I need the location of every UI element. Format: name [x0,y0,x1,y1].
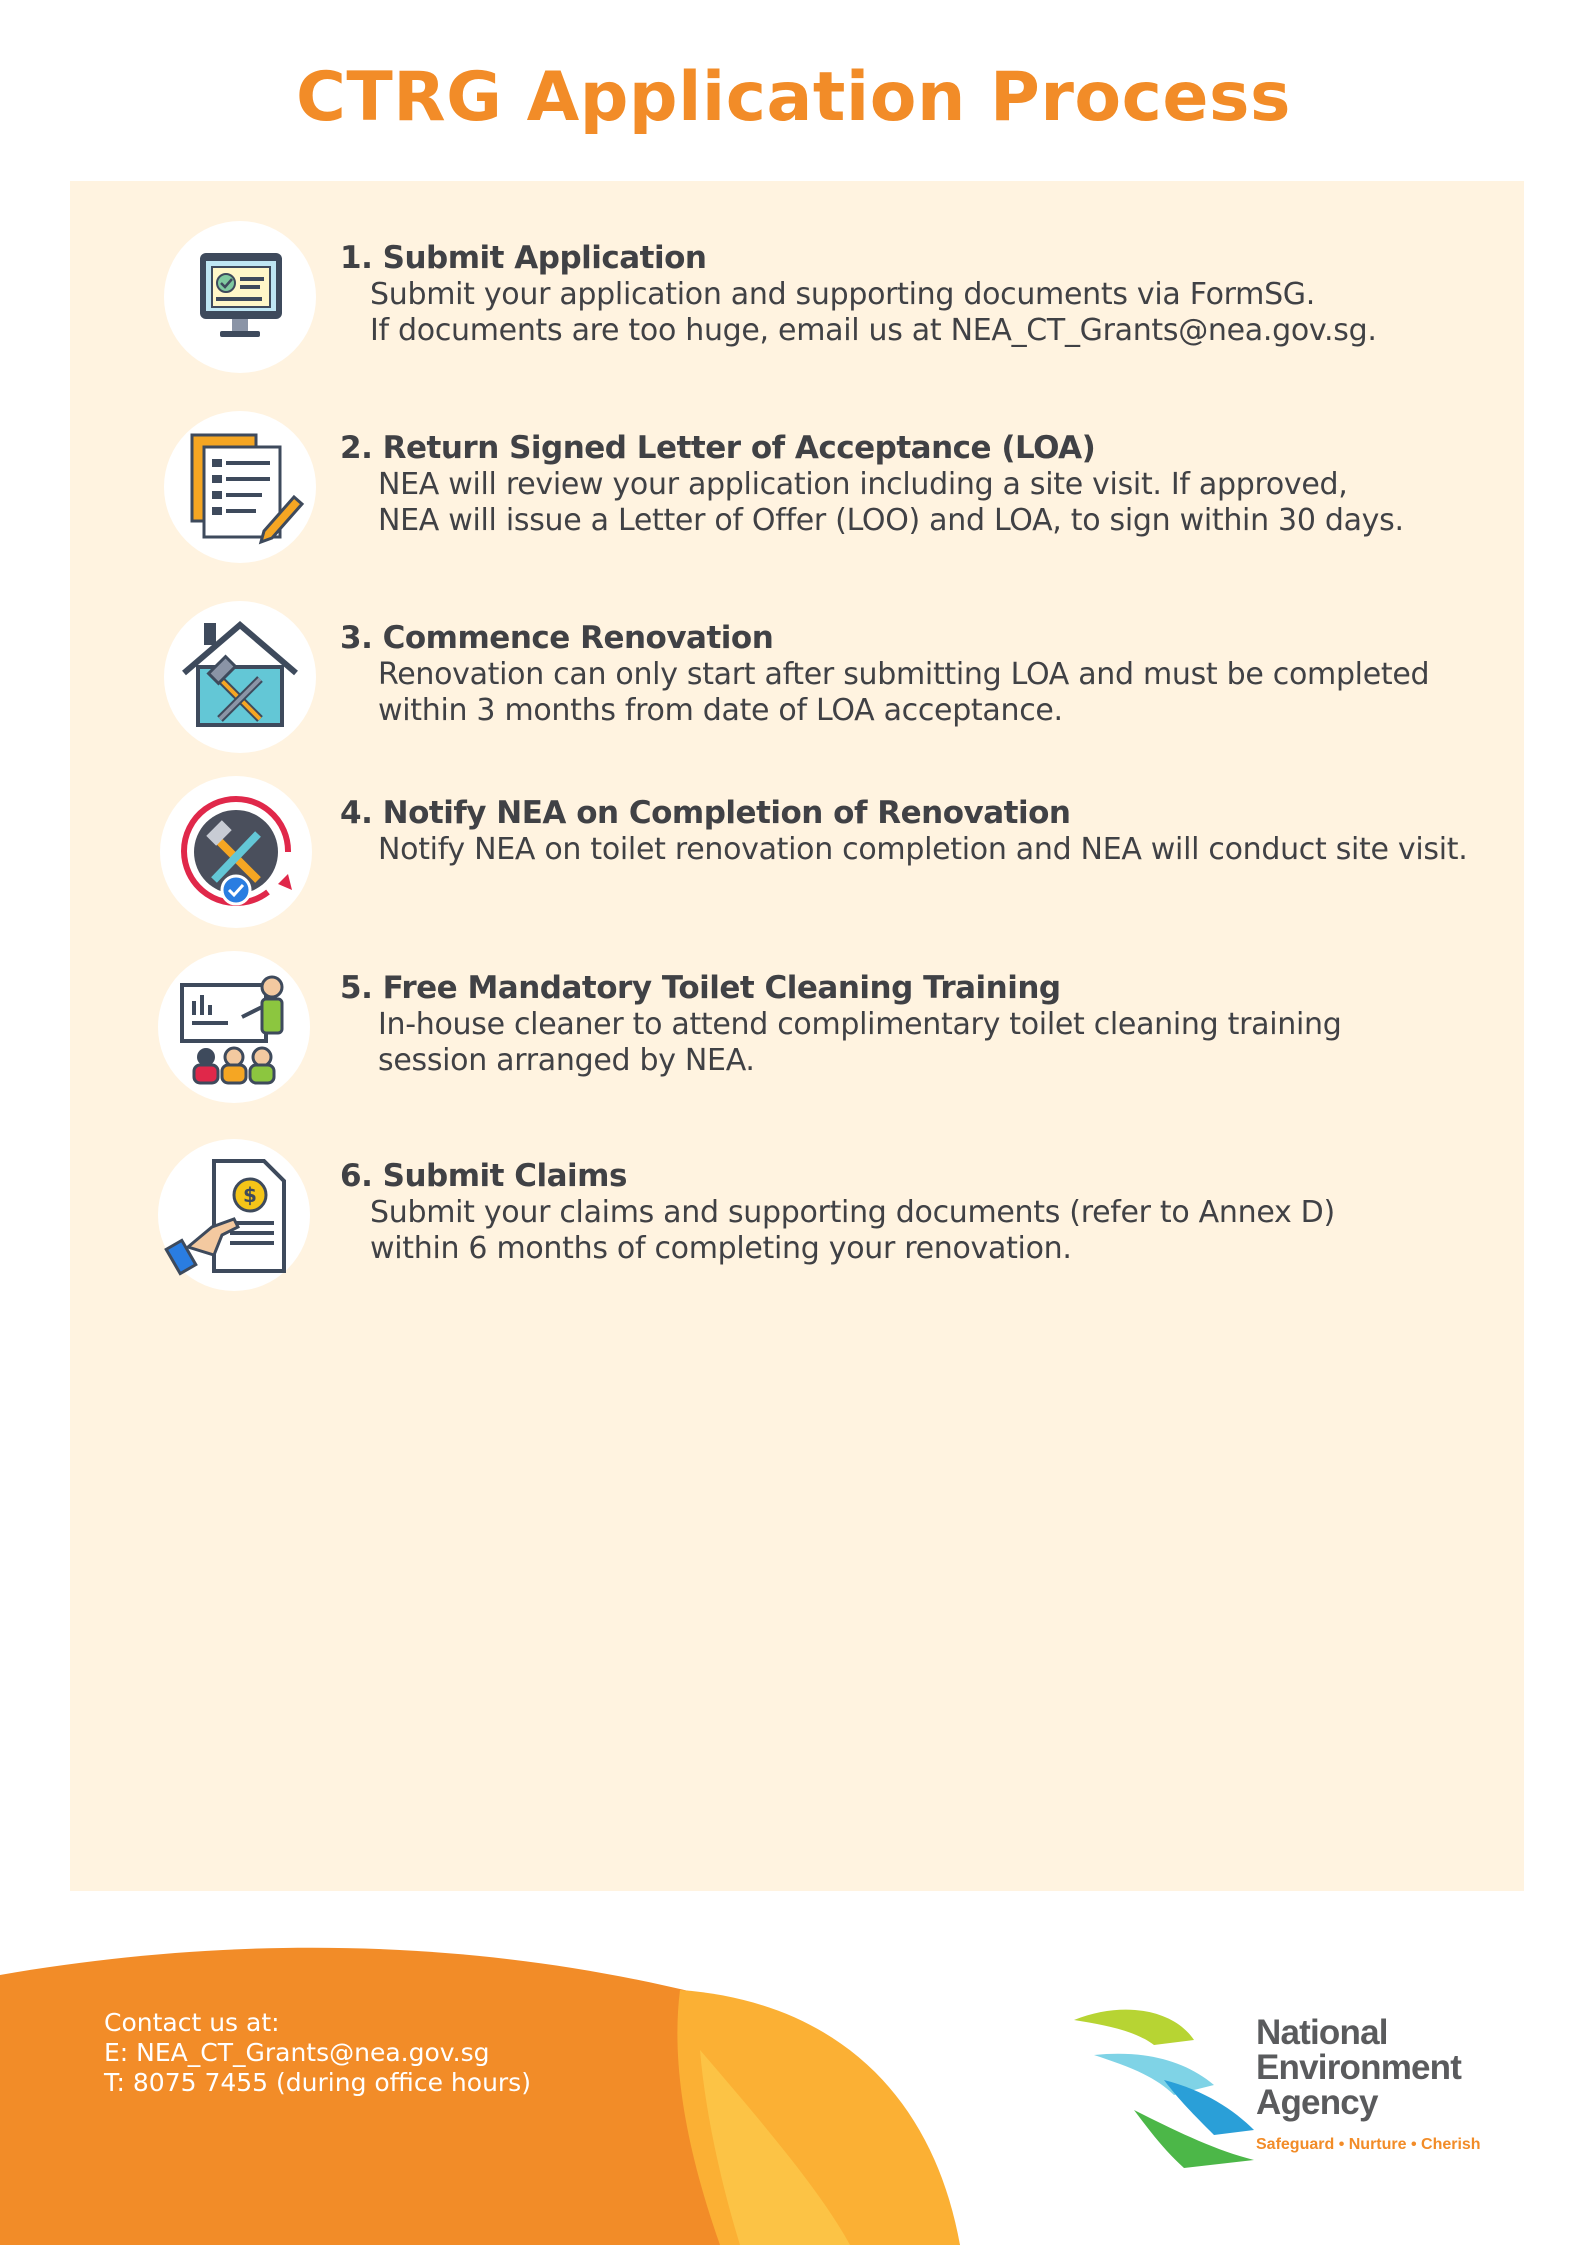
step-1-line-1: Submit your application and supporting documents via FormSG. [370,277,1315,312]
documents-pencil-icon [164,411,316,563]
step-1-heading: 1. Submit Application [340,240,707,276]
claim-document-icon [158,1139,310,1291]
house-tools-icon [164,601,316,753]
step-2 [70,411,1524,571]
step-4-line-1: Notify NEA on toilet renovation completion and NEA will conduct site visit. [378,832,1468,867]
logo-line-1: National [1256,2013,1388,2052]
page-title: CTRG Application Process [295,58,1291,137]
logo-line-2: Environment [1256,2048,1462,2087]
step-3-line-1: Renovation can only start after submitting LOA and must be completed [378,657,1430,692]
step-2-line-1: NEA will review your application including a site visit. If approved, [378,467,1348,502]
step-5-heading: 5. Free Mandatory Toilet Cleaning Training [340,970,1061,1006]
step-5 [70,951,1524,1111]
step-6-line-1: Submit your claims and supporting documents (refer to Annex D) [370,1195,1335,1230]
step-6-text [340,1157,1520,1267]
step-6-line-2: within 6 months of completing your renovation. [370,1231,1072,1266]
step-1-text [340,239,1520,349]
step-2-text [340,429,1520,539]
step-3-text [340,619,1520,729]
step-4-heading: 4. Notify NEA on Completion of Renovation [340,795,1071,831]
step-3-line-2: within 3 months from date of LOA acceptance. [378,693,1063,728]
contact-phone[interactable]: T: 8075 7455 (during office hours) [104,2068,531,2097]
step-4 [70,776,1524,936]
step-2-heading: 2. Return Signed Letter of Acceptance (LOA) [340,430,1096,466]
training-presentation-icon [158,951,310,1103]
step-6 [70,1139,1524,1299]
logo-line-3: Agency [1256,2083,1378,2122]
computer-form-check-icon [164,221,316,373]
nea-logo-mark-icon [1064,2000,1264,2170]
tools-complete-check-icon [160,776,312,928]
step-5-text [340,969,1520,1079]
step-3-heading: 3. Commence Renovation [340,620,774,656]
step-1 [70,221,1524,381]
contact-block [104,2008,531,2098]
nea-logo-text [1256,2015,1461,2120]
contact-email[interactable]: E: NEA_CT_Grants@nea.gov.sg [104,2038,490,2067]
logo-tagline: Safeguard • Nurture • Cherish [1256,2136,1481,2153]
step-6-heading: 6. Submit Claims [340,1158,627,1194]
step-3 [70,601,1524,761]
step-1-line-2: If documents are too huge, email us at NEA_CT_Grants@nea.gov.sg. [370,313,1377,348]
step-5-line-2: session arranged by NEA. [378,1043,755,1078]
step-5-line-1: In-house cleaner to attend complimentary toilet cleaning training [378,1007,1342,1042]
process-panel [70,181,1524,1891]
contact-label: Contact us at: [104,2008,280,2037]
svg-text:$: $ [243,1183,257,1207]
step-2-line-2: NEA will issue a Letter of Offer (LOO) and LOA, to sign within 30 days. [378,503,1404,538]
step-4-text [340,794,1520,868]
